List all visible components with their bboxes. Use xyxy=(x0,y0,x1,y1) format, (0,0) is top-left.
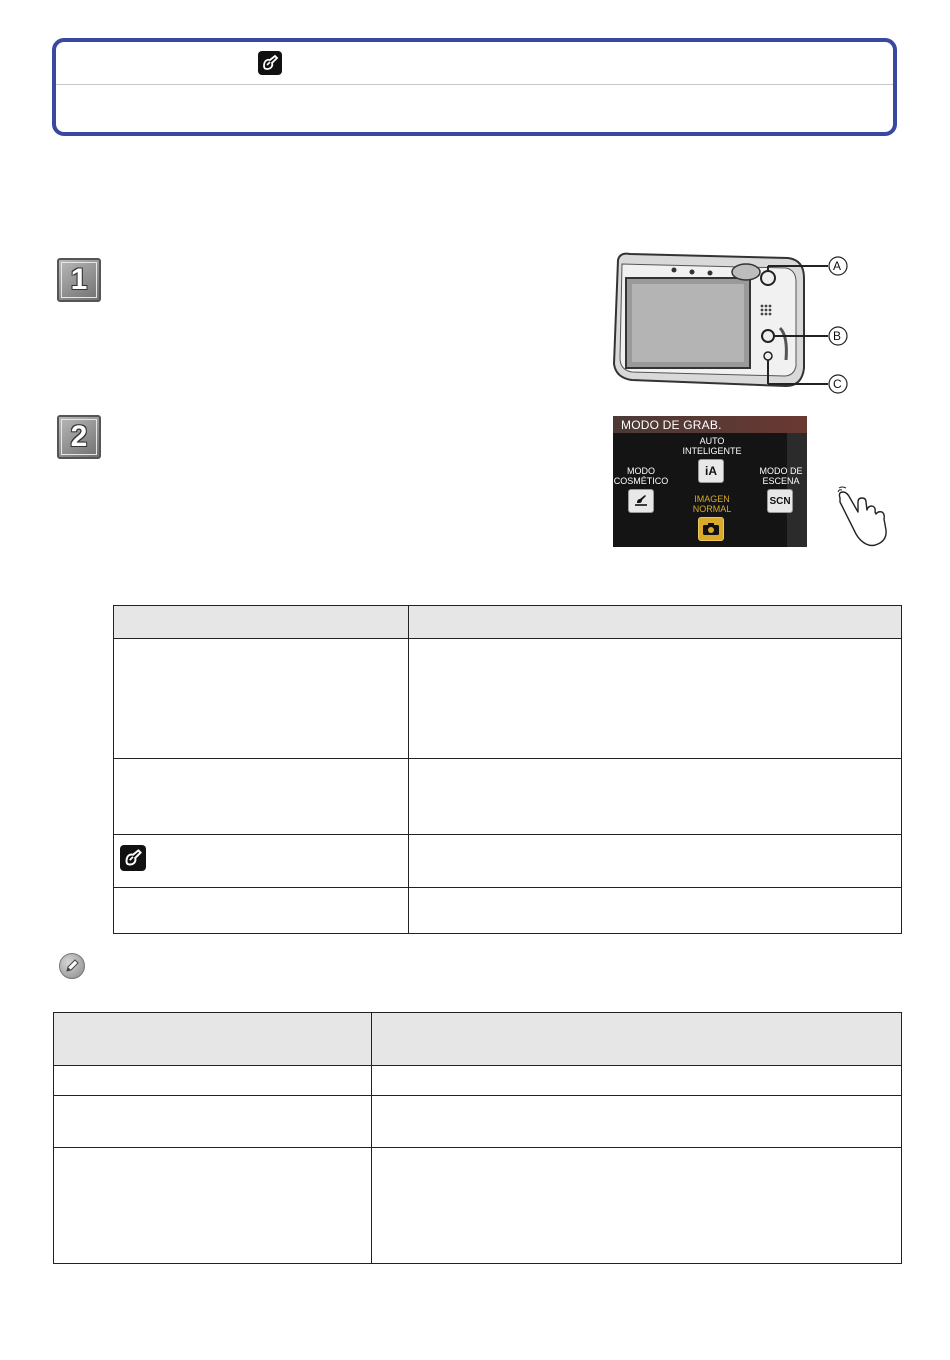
scene-mode-icon[interactable]: SCN xyxy=(767,489,793,513)
pencil-note-icon xyxy=(59,953,85,979)
settings-table-header-cell xyxy=(372,1013,902,1066)
table-cell xyxy=(372,1066,902,1096)
settings-table xyxy=(53,1012,902,1264)
table-cell xyxy=(114,759,409,835)
cosmetic-mode-icon xyxy=(120,845,146,871)
touch-hand-icon xyxy=(834,486,906,548)
table-cell xyxy=(409,639,902,759)
normal-picture-icon[interactable] xyxy=(698,517,724,541)
table-cell xyxy=(54,1066,372,1096)
step-1-number: 1 xyxy=(61,262,97,298)
cosmetic-mode-menu-icon[interactable] xyxy=(628,489,654,513)
table-row xyxy=(54,1096,902,1148)
menu-item-normal-label: IMAGEN NORMAL xyxy=(692,494,732,514)
menu-item-auto-label: AUTO INTELIGENTE xyxy=(682,436,742,456)
table-cell xyxy=(54,1096,372,1148)
menu-item-cosmetic-label: MODO COSMÉTICO xyxy=(613,466,669,486)
cosmetic-mode-icon xyxy=(258,51,282,75)
table-row xyxy=(54,1066,902,1096)
table-row xyxy=(114,888,902,934)
step-2-badge xyxy=(57,415,101,459)
settings-table-header xyxy=(54,1013,902,1066)
table-row xyxy=(114,759,902,835)
table-cell xyxy=(409,759,902,835)
callout-c-label: C xyxy=(833,377,842,391)
table-cell xyxy=(114,835,409,888)
mode-table-header xyxy=(114,606,902,639)
mode-table xyxy=(113,605,902,934)
callout-b-label: B xyxy=(833,329,842,343)
step-2-number: 2 xyxy=(61,419,97,455)
menu-item-scene-label: MODO DE ESCENA xyxy=(759,466,803,486)
table-cell xyxy=(114,888,409,934)
callout-a-label: A xyxy=(833,259,842,273)
camera-back-illustration xyxy=(608,248,858,398)
table-cell xyxy=(372,1096,902,1148)
settings-table-header-cell xyxy=(54,1013,372,1066)
page-title-box xyxy=(52,38,897,136)
table-cell xyxy=(54,1148,372,1264)
intelligent-auto-icon[interactable]: iA xyxy=(698,459,724,483)
menu-title: MODO DE GRAB. xyxy=(621,418,722,432)
table-row xyxy=(114,835,902,888)
table-row xyxy=(114,639,902,759)
table-cell xyxy=(114,639,409,759)
mode-table-header-cell xyxy=(409,606,902,639)
step-1-badge xyxy=(57,258,101,302)
table-row xyxy=(54,1148,902,1264)
table-cell xyxy=(372,1148,902,1264)
mode-table-header-cell xyxy=(114,606,409,639)
table-cell xyxy=(409,835,902,888)
table-cell xyxy=(409,888,902,934)
title-divider xyxy=(56,84,893,85)
record-mode-menu-screen xyxy=(613,416,807,547)
